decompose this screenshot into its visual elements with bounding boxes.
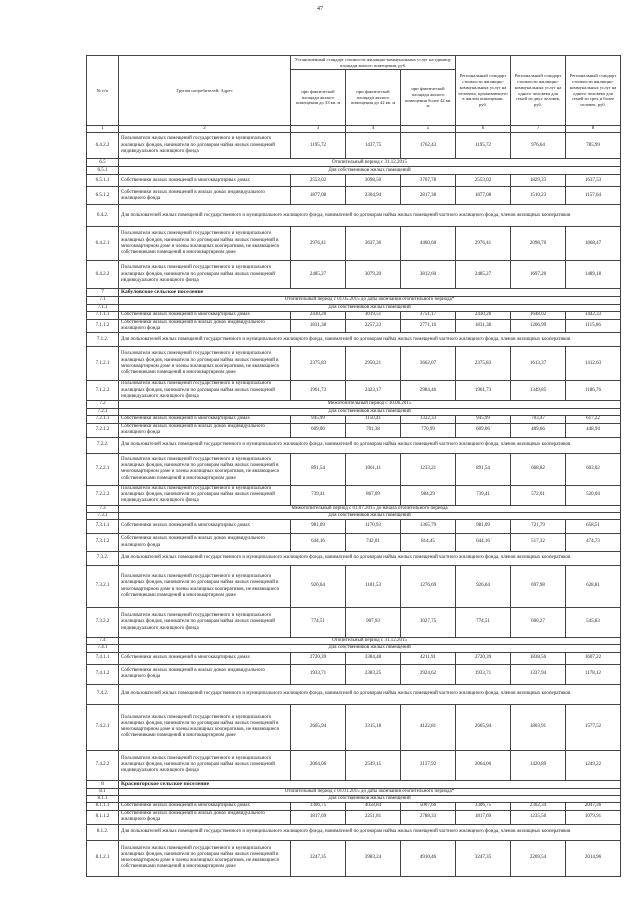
row-value: 1933,71 xyxy=(291,664,346,684)
row-value: 1648,02 xyxy=(511,311,566,319)
group-row xyxy=(87,304,621,311)
row-number: 8.1.2. xyxy=(87,824,119,840)
row-value: 2984,46 xyxy=(401,381,456,401)
row-number: 7.2 xyxy=(87,401,119,408)
row-value: 2014,96 xyxy=(566,840,621,876)
group-description: Для пользователей жилых помещений государственного и муниципального жилищного фонда, нанимателей по договорам найма жилых помещений частного жилищного фонда, членов жилищных кооперативов xyxy=(119,552,621,566)
row-value: 520,04 xyxy=(566,485,621,505)
row-group-label: Пользователи жилых помещений государственного и муниципального жилищных фондов, наниматели по договорам найма жилых помещений в многоквартирном доме и члены жилищных кооперативов, не являющиеся собственниками помещений в многоквартирном доме xyxy=(119,704,291,750)
row-value: 658,51 xyxy=(566,520,621,534)
row-value: 2720,39 xyxy=(456,652,511,664)
row-value: 668,82 xyxy=(511,453,566,485)
row-value: 2549,15 xyxy=(346,750,401,780)
row-number: 7.4.2.2 xyxy=(87,750,119,780)
row-group-label: Собственники жилых помещений в многоквартирных домах xyxy=(119,520,291,534)
row-value: 1961,73 xyxy=(456,381,511,401)
row-value: 1817,69 xyxy=(456,811,511,825)
row-number: 6.4.2.2 xyxy=(87,133,119,159)
group-description: Для пользователей жилых помещений государственного и муниципального жилищного фонда, нанимателей по договорам найма жилых помещений частного жилищного фонда, членов жилищных кооперативов xyxy=(119,684,621,704)
row-value: 4122,81 xyxy=(401,704,456,750)
row-value: 2302,34 xyxy=(511,803,566,811)
row-value: 1510,23 xyxy=(511,187,566,205)
table-row xyxy=(87,803,621,811)
table-row xyxy=(87,520,621,534)
period-label: Для собственников жилых помещений xyxy=(119,167,621,175)
row-value: 1489,18 xyxy=(566,261,621,289)
row-number: 7.1.2.2 xyxy=(87,381,119,401)
period-label: Отопительный период с 01.05.2015 до даты окончания отопительного периода* xyxy=(119,297,621,304)
row-number: 7.1.2.1 xyxy=(87,347,119,381)
table-row xyxy=(87,261,621,289)
row-number: 6.5.1 xyxy=(87,167,119,175)
row-value: 1195,72 xyxy=(291,133,346,159)
row-group-label: Пользователи жилых помещений государственного и муниципального жилищных фондов, наниматели по договорам найма жилых помещений в многоквартирном доме и члены жилищных кооперативов, не являющиеся собственниками помещений в многоквартирном доме xyxy=(119,347,291,381)
row-group-label: Пользователи жилых помещений государственного и муниципального жилищных фондов, наниматели по договорам найма жилых помещений индивидуального жилищного фонда xyxy=(119,485,291,505)
row-value: 2257,23 xyxy=(346,319,401,333)
row-value: 2720,39 xyxy=(291,652,346,664)
row-number: 6.5.1.1 xyxy=(87,175,119,187)
row-number: 7.1.1 xyxy=(87,304,119,311)
row-value: 2553,02 xyxy=(456,175,511,187)
row-value: 600,27 xyxy=(511,608,566,638)
row-value: 1412,63 xyxy=(566,347,621,381)
row-value: 4211,91 xyxy=(401,652,456,664)
table-row xyxy=(87,704,621,750)
table-row xyxy=(87,133,621,159)
row-value: 1607,22 xyxy=(566,652,621,664)
row-value: 739,41 xyxy=(291,485,346,505)
row-group-label: Пользователи жилых помещений государственного и муниципального жилищных фондов, наниматели по договорам найма жилых помещений индивидуального жилищного фонда xyxy=(119,133,291,159)
row-value: 2047,36 xyxy=(566,803,621,811)
row-value: 2788,33 xyxy=(401,811,456,825)
row-number: 7.3.1.1 xyxy=(87,520,119,534)
group-description: Для пользователей жилых помещений государственного и муниципального жилищного фонда, нанимателей по договорам найма жилых помещений частного жилищного фонда, членов жилищных кооперативов xyxy=(119,824,621,840)
group-row xyxy=(87,824,621,840)
table-row xyxy=(87,415,621,423)
row-value: 3767,78 xyxy=(401,175,456,187)
row-value: 572,01 xyxy=(511,485,566,505)
row-number: 8.1.2.1 xyxy=(87,840,119,876)
row-value: 1195,72 xyxy=(456,133,511,159)
row-value: 3384,48 xyxy=(346,652,401,664)
group-row xyxy=(87,333,621,347)
row-value: 1079,91 xyxy=(566,811,621,825)
group-row xyxy=(87,167,621,175)
group-row xyxy=(87,408,621,415)
row-value: 628,81 xyxy=(566,566,621,608)
period-label: Для собственников жилых помещений xyxy=(119,795,621,802)
row-value: 1322,33 xyxy=(401,415,456,423)
group-row xyxy=(87,552,621,566)
row-number: 7.3.1 xyxy=(87,512,119,519)
row-value: 945,99 xyxy=(456,415,511,423)
row-group-label: Собственники жилых помещений в многоквартирных домах xyxy=(119,652,291,664)
row-value: 1817,69 xyxy=(291,811,346,825)
row-value: 448,94 xyxy=(566,423,621,437)
row-value: 1637,53 xyxy=(566,175,621,187)
row-number: 8.1.1.2 xyxy=(87,811,119,825)
row-value: 976,64 xyxy=(511,133,566,159)
period-label: Для собственников жилых помещений xyxy=(119,645,621,652)
table-row xyxy=(87,187,621,205)
table-row xyxy=(87,347,621,381)
row-number: 6.4.2. xyxy=(87,205,119,227)
row-group-label: Собственники жилых помещений в жилых домах индивидуального жилищного фонда xyxy=(119,811,291,825)
row-value: 3137,92 xyxy=(401,750,456,780)
row-value: 2817,38 xyxy=(401,187,456,205)
row-value: 3983,24 xyxy=(346,840,401,876)
table-row xyxy=(87,485,621,505)
col-number: 1 xyxy=(87,126,119,133)
row-value: 2485,27 xyxy=(456,261,511,289)
row-number: 6.5 xyxy=(87,159,119,167)
row-value: 739,41 xyxy=(456,485,511,505)
row-value: 1101,53 xyxy=(346,566,401,608)
period-label: Для собственников жилых помещений xyxy=(119,408,621,415)
row-number: 7.4.1.2 xyxy=(87,664,119,684)
row-value: 1235,56 xyxy=(511,811,566,825)
group-row xyxy=(87,788,621,795)
row-value: 1115,66 xyxy=(566,319,621,333)
row-value: 2976,41 xyxy=(456,227,511,261)
row-value: 3812,60 xyxy=(401,261,456,289)
row-value: 1170,93 xyxy=(346,520,401,534)
row-value: 2064,06 xyxy=(456,750,511,780)
table-row xyxy=(87,566,621,608)
row-value: 1337,94 xyxy=(511,664,566,684)
row-group-label: Собственники жилых помещений в жилых домах индивидуального жилищного фонда xyxy=(119,319,291,333)
row-value: 1249,22 xyxy=(566,750,621,780)
row-value: 3306,75 xyxy=(456,803,511,811)
section-row xyxy=(87,289,621,297)
section-title: Красногорское сельское поселение xyxy=(119,780,621,788)
row-value: 1442,33 xyxy=(566,311,621,319)
row-group-label: Собственники жилых помещений в жилых домах индивидуального жилищного фонда xyxy=(119,664,291,684)
header-col8: Региональный стандарт стоимости жилищно-коммунальных услуг на одного человека для семей из трех и более человек, руб. xyxy=(566,56,621,126)
row-group-label: Собственники жилых помещений в жилых домах индивидуального жилищного фонда xyxy=(119,187,291,205)
row-value: 926,64 xyxy=(291,566,346,608)
row-value: 3247,35 xyxy=(456,840,511,876)
row-value: 1420,89 xyxy=(511,750,566,780)
row-value: 2098,76 xyxy=(511,227,566,261)
row-value: 1803,91 xyxy=(511,704,566,750)
group-row xyxy=(87,401,621,408)
row-value: 774,51 xyxy=(291,608,346,638)
period-label: Межотопительный период с 30.06.2015 xyxy=(119,401,621,408)
period-label: Отопительный период с 31.12.2015 xyxy=(119,159,621,167)
row-value: 2251,81 xyxy=(346,811,401,825)
row-value: 1027,75 xyxy=(401,608,456,638)
row-group-label: Пользователи жилых помещений государственного и муниципального жилищных фондов, наниматели по договорам найма жилых помещений в многоквартирном доме и члены жилищных кооперативов, не являющиеся собственниками помещений в многоквартирном доме xyxy=(119,840,291,876)
row-value: 3315,18 xyxy=(346,704,401,750)
row-value: 1157,64 xyxy=(566,187,621,205)
col-number: 3 xyxy=(291,126,346,133)
row-value: 545,83 xyxy=(566,608,621,638)
row-group-label: Собственники жилых помещений в жилых домах индивидуального жилищного фонда xyxy=(119,534,291,552)
table-row xyxy=(87,652,621,664)
table-row xyxy=(87,840,621,876)
group-row xyxy=(87,437,621,453)
row-value: 1829,33 xyxy=(511,175,566,187)
row-number: 8.1 xyxy=(87,788,119,795)
row-value: 1831,38 xyxy=(456,319,511,333)
group-row xyxy=(87,159,621,167)
table-row xyxy=(87,534,621,552)
group-row xyxy=(87,297,621,304)
row-value: 2375,83 xyxy=(291,347,346,381)
row-value: 3247,35 xyxy=(291,840,346,876)
row-value: 1365,79 xyxy=(401,520,456,534)
row-number: 6.4.2.2 xyxy=(87,261,119,289)
standards-table xyxy=(86,55,621,877)
row-group-label: Собственники жилых помещений в многоквартирных домах xyxy=(119,311,291,319)
row-value: 984,29 xyxy=(401,485,456,505)
row-number: 7.3.1.2 xyxy=(87,534,119,552)
row-number: 7.3.2. xyxy=(87,552,119,566)
header-col6: Региональный стандарт стоимости жилищно-коммунальных услуг на человека, проживающего в жилом помещении, руб. xyxy=(456,56,511,126)
row-number: 6.5.1.2 xyxy=(87,187,119,205)
row-value: 785,99 xyxy=(566,133,621,159)
row-value: 3751,17 xyxy=(401,311,456,319)
row-value: 3079,20 xyxy=(346,261,401,289)
table-row xyxy=(87,453,621,485)
row-value: 474,73 xyxy=(566,534,621,552)
header-col7: Региональный стандарт стоимости жилищно-коммунальных услуг на одного человека для семей из двух человек, руб. xyxy=(511,56,566,126)
row-value: 2976,41 xyxy=(291,227,346,261)
section-row xyxy=(87,780,621,788)
period-label: Отопительный период с 01.01.2015 до даты окончания отопительного периода* xyxy=(119,788,621,795)
header-retail-standard: Установленный стандарт стоимости жилищно-коммунальных услуг на единицу площади жилого помещения, руб. xyxy=(291,56,456,70)
row-group-label: Пользователи жилых помещений государственного и муниципального жилищных фондов, наниматели по договорам найма жилых помещений индивидуального жилищного фонда xyxy=(119,608,291,638)
row-value: 770,99 xyxy=(401,423,456,437)
row-value: 2665,94 xyxy=(456,704,511,750)
page-number: 47 xyxy=(317,6,323,12)
col-number: 5 xyxy=(401,126,456,133)
row-value: 1178,12 xyxy=(566,664,621,684)
row-value: 617,22 xyxy=(566,415,621,423)
row-value: 2553,02 xyxy=(291,175,346,187)
table-row xyxy=(87,664,621,684)
row-value: 2950,21 xyxy=(346,347,401,381)
row-number: 7.4 xyxy=(87,638,119,645)
row-group-label: Собственники жилых помещений в жилых домах индивидуального жилищного фонда xyxy=(119,423,291,437)
group-row xyxy=(87,512,621,519)
table-row xyxy=(87,319,621,333)
row-value: 2771,16 xyxy=(401,319,456,333)
group-row xyxy=(87,795,621,802)
table-row xyxy=(87,311,621,319)
period-label: Для собственников жилых помещений xyxy=(119,304,621,311)
row-value: 981,09 xyxy=(291,520,346,534)
row-number: 7.3 xyxy=(87,505,119,512)
group-row xyxy=(87,645,621,652)
row-value: 3306,75 xyxy=(291,803,346,811)
row-value: 1150,41 xyxy=(346,415,401,423)
row-number: 7.4.2. xyxy=(87,684,119,704)
row-number: 7.4.2.1 xyxy=(87,704,119,750)
row-number: 7.3.2.2 xyxy=(87,608,119,638)
row-group-label: Пользователи жилых помещений государственного и муниципального жилищных фондов, наниматели по договорам найма жилых помещений индивидуального жилищного фонда xyxy=(119,261,291,289)
row-value: 2269,54 xyxy=(511,840,566,876)
group-row xyxy=(87,638,621,645)
row-value: 603,02 xyxy=(566,453,621,485)
table-row xyxy=(87,227,621,261)
row-value: 1877,08 xyxy=(291,187,346,205)
table-row xyxy=(87,811,621,825)
row-value: 1577,52 xyxy=(566,704,621,750)
row-value: 1061,11 xyxy=(346,453,401,485)
row-number: 7.2.1.2 xyxy=(87,423,119,437)
row-value: 2304,94 xyxy=(346,187,401,205)
row-number: 7.2.2.1 xyxy=(87,453,119,485)
row-value: 2430,28 xyxy=(291,311,346,319)
row-number: 8.1.1 xyxy=(87,795,119,802)
row-value: 644,16 xyxy=(291,534,346,552)
row-number: 7.2.2. xyxy=(87,437,119,453)
row-value: 2064,06 xyxy=(291,750,346,780)
row-number: 7.4.1.1 xyxy=(87,652,119,664)
row-number: 7.1.1.2 xyxy=(87,319,119,333)
col-number: 8 xyxy=(566,126,621,133)
row-value: 1838,56 xyxy=(511,652,566,664)
row-value: 926,64 xyxy=(456,566,511,608)
period-label: Отопительный период с 31.12.2015 xyxy=(119,638,621,645)
row-value: 742,01 xyxy=(346,534,401,552)
row-number: 7.1.1.1 xyxy=(87,311,119,319)
row-group-label: Пользователи жилых помещений государственного и муниципального жилищных фондов, наниматели по договорам найма жилых помещений в многоквартирном доме и члены жилищных кооперативов, не являющиеся собственниками помещений в многоквартирном доме xyxy=(119,453,291,485)
row-value: 3019,51 xyxy=(346,311,401,319)
period-label: Для собственников жилых помещений xyxy=(119,512,621,519)
col-number: 6 xyxy=(456,126,511,133)
row-number: 7.3.2.1 xyxy=(87,566,119,608)
header-num: № п/п xyxy=(87,56,119,126)
row-value: 814,45 xyxy=(401,534,456,552)
col-number: 7 xyxy=(511,126,566,133)
row-value: 1961,73 xyxy=(291,381,346,401)
group-description: Для пользователей жилых помещений государственного и муниципального жилищного фонда, нанимателей по договорам найма жилых помещений частного жилищного фонда, членов жилищных кооперативов xyxy=(119,205,621,227)
row-number: 7.4.1 xyxy=(87,645,119,652)
row-value: 1266,99 xyxy=(511,319,566,333)
row-value: 891,54 xyxy=(291,453,346,485)
row-number: 8 xyxy=(87,780,119,788)
row-value: 1831,38 xyxy=(291,319,346,333)
row-value: 1762,43 xyxy=(401,133,456,159)
header-col3: при фактической площади жилого помещения до 33 кв. м xyxy=(291,70,346,126)
row-group-label: Собственники жилых помещений в многоквартирных домах xyxy=(119,803,291,811)
row-value: 2485,27 xyxy=(291,261,346,289)
row-value: 1868,47 xyxy=(566,227,621,261)
row-value: 907,93 xyxy=(346,608,401,638)
row-value: 3098,50 xyxy=(346,175,401,187)
row-value: 891,54 xyxy=(456,453,511,485)
row-value: 1613,37 xyxy=(511,347,566,381)
row-value: 774,51 xyxy=(456,608,511,638)
section-title: Кабуловское сельское поселение xyxy=(119,289,621,297)
row-number: 7.1 xyxy=(87,297,119,304)
row-value: 609,06 xyxy=(291,423,346,437)
row-value: 1697,26 xyxy=(511,261,566,289)
row-value: 4058,84 xyxy=(346,803,401,811)
period-label: Межотопительный период с 01.07.2015 до начала отопительного периода xyxy=(119,505,621,512)
row-value: 2665,94 xyxy=(291,704,346,750)
table-row xyxy=(87,750,621,780)
group-row xyxy=(87,205,621,227)
row-value: 867,09 xyxy=(346,485,401,505)
row-group-label: Пользователи жилых помещений государственного и муниципального жилищных фондов, наниматели по договорам найма жилых помещений в многоквартирном доме и члены жилищных кооперативов, не являющиеся собственниками помещений в многоквартирном доме xyxy=(119,566,291,608)
row-value: 2383,25 xyxy=(346,664,401,684)
header-col4: при фактической площади жилого помещения до 42 кв. м xyxy=(346,70,401,126)
row-value: 2375,83 xyxy=(456,347,511,381)
row-value: 1349,85 xyxy=(511,381,566,401)
group-description: Для пользователей жилых помещений государственного и муниципального жилищного фонда, нанимателей по договорам найма жилых помещений частного жилищного фонда, членов жилищных кооперативов xyxy=(119,437,621,453)
row-group-label: Пользователи жилых помещений государственного и муниципального жилищных фондов, наниматели по договорам найма жилых помещений индивидуального жилищного фонда xyxy=(119,750,291,780)
header-col5: при фактической площади жилого помещения более 42 кв. м xyxy=(401,70,456,126)
row-value: 721,79 xyxy=(511,520,566,534)
row-value: 703,47 xyxy=(511,415,566,423)
row-number: 7.2.1.1 xyxy=(87,415,119,423)
row-value: 517,32 xyxy=(511,534,566,552)
row-value: 1186,76 xyxy=(566,381,621,401)
row-number: 6.4.2.1 xyxy=(87,227,119,261)
col-number: 4 xyxy=(346,126,401,133)
row-group-label: Пользователи жилых помещений государственного и муниципального жилищных фондов, наниматели по договорам найма жилых помещений в многоквартирном доме и члены жилищных кооперативов, не являющиеся собственниками помещений в многоквартирном доме xyxy=(119,227,291,261)
row-number: 7.1.2. xyxy=(87,333,119,347)
row-value: 2430,28 xyxy=(456,311,511,319)
row-value: 2924,62 xyxy=(401,664,456,684)
row-value: 4910,46 xyxy=(401,840,456,876)
row-value: 1276,69 xyxy=(401,566,456,608)
row-value: 4460,60 xyxy=(401,227,456,261)
table-row xyxy=(87,381,621,401)
header-group: Группа потребителей; Адрес xyxy=(119,56,291,126)
row-value: 644,16 xyxy=(456,534,511,552)
row-value: 945,99 xyxy=(291,415,346,423)
row-value: 1933,71 xyxy=(456,664,511,684)
column-number-row xyxy=(87,126,621,133)
row-value: 701,38 xyxy=(346,423,401,437)
table-row xyxy=(87,608,621,638)
row-value: 3662,07 xyxy=(401,347,456,381)
group-row xyxy=(87,684,621,704)
row-number: 7 xyxy=(87,289,119,297)
row-group-label: Собственники жилых помещений в многоквартирных домах xyxy=(119,175,291,187)
row-value: 1233,21 xyxy=(401,453,456,485)
table-row xyxy=(87,175,621,187)
row-value: 1877,08 xyxy=(456,187,511,205)
group-description: Для пользователей жилых помещений государственного и муниципального жилищного фонда, нанимателей по договорам найма жилых помещений частного жилищного фонда, членов жилищных кооперативов xyxy=(119,333,621,347)
table-row xyxy=(87,423,621,437)
row-number: 7.2.1 xyxy=(87,408,119,415)
row-value: 5007,66 xyxy=(401,803,456,811)
row-number: 8.1.1.1 xyxy=(87,803,119,811)
row-group-label: Пользователи жилых помещений государственного и муниципального жилищных фондов, наниматели по договорам найма жилых помещений индивидуального жилищного фонда xyxy=(119,381,291,401)
row-value: 697,98 xyxy=(511,566,566,608)
row-group-label: Собственники жилых помещений в многоквартирных домах xyxy=(119,415,291,423)
row-number: 7.2.2.2 xyxy=(87,485,119,505)
col-number: 2 xyxy=(119,126,291,133)
row-value: 2423,17 xyxy=(346,381,401,401)
row-value: 981,09 xyxy=(456,520,511,534)
row-value: 609,06 xyxy=(456,423,511,437)
row-value: 489,66 xyxy=(511,423,566,437)
row-value: 3637,36 xyxy=(346,227,401,261)
group-row xyxy=(87,505,621,512)
row-value: 1437,75 xyxy=(346,133,401,159)
